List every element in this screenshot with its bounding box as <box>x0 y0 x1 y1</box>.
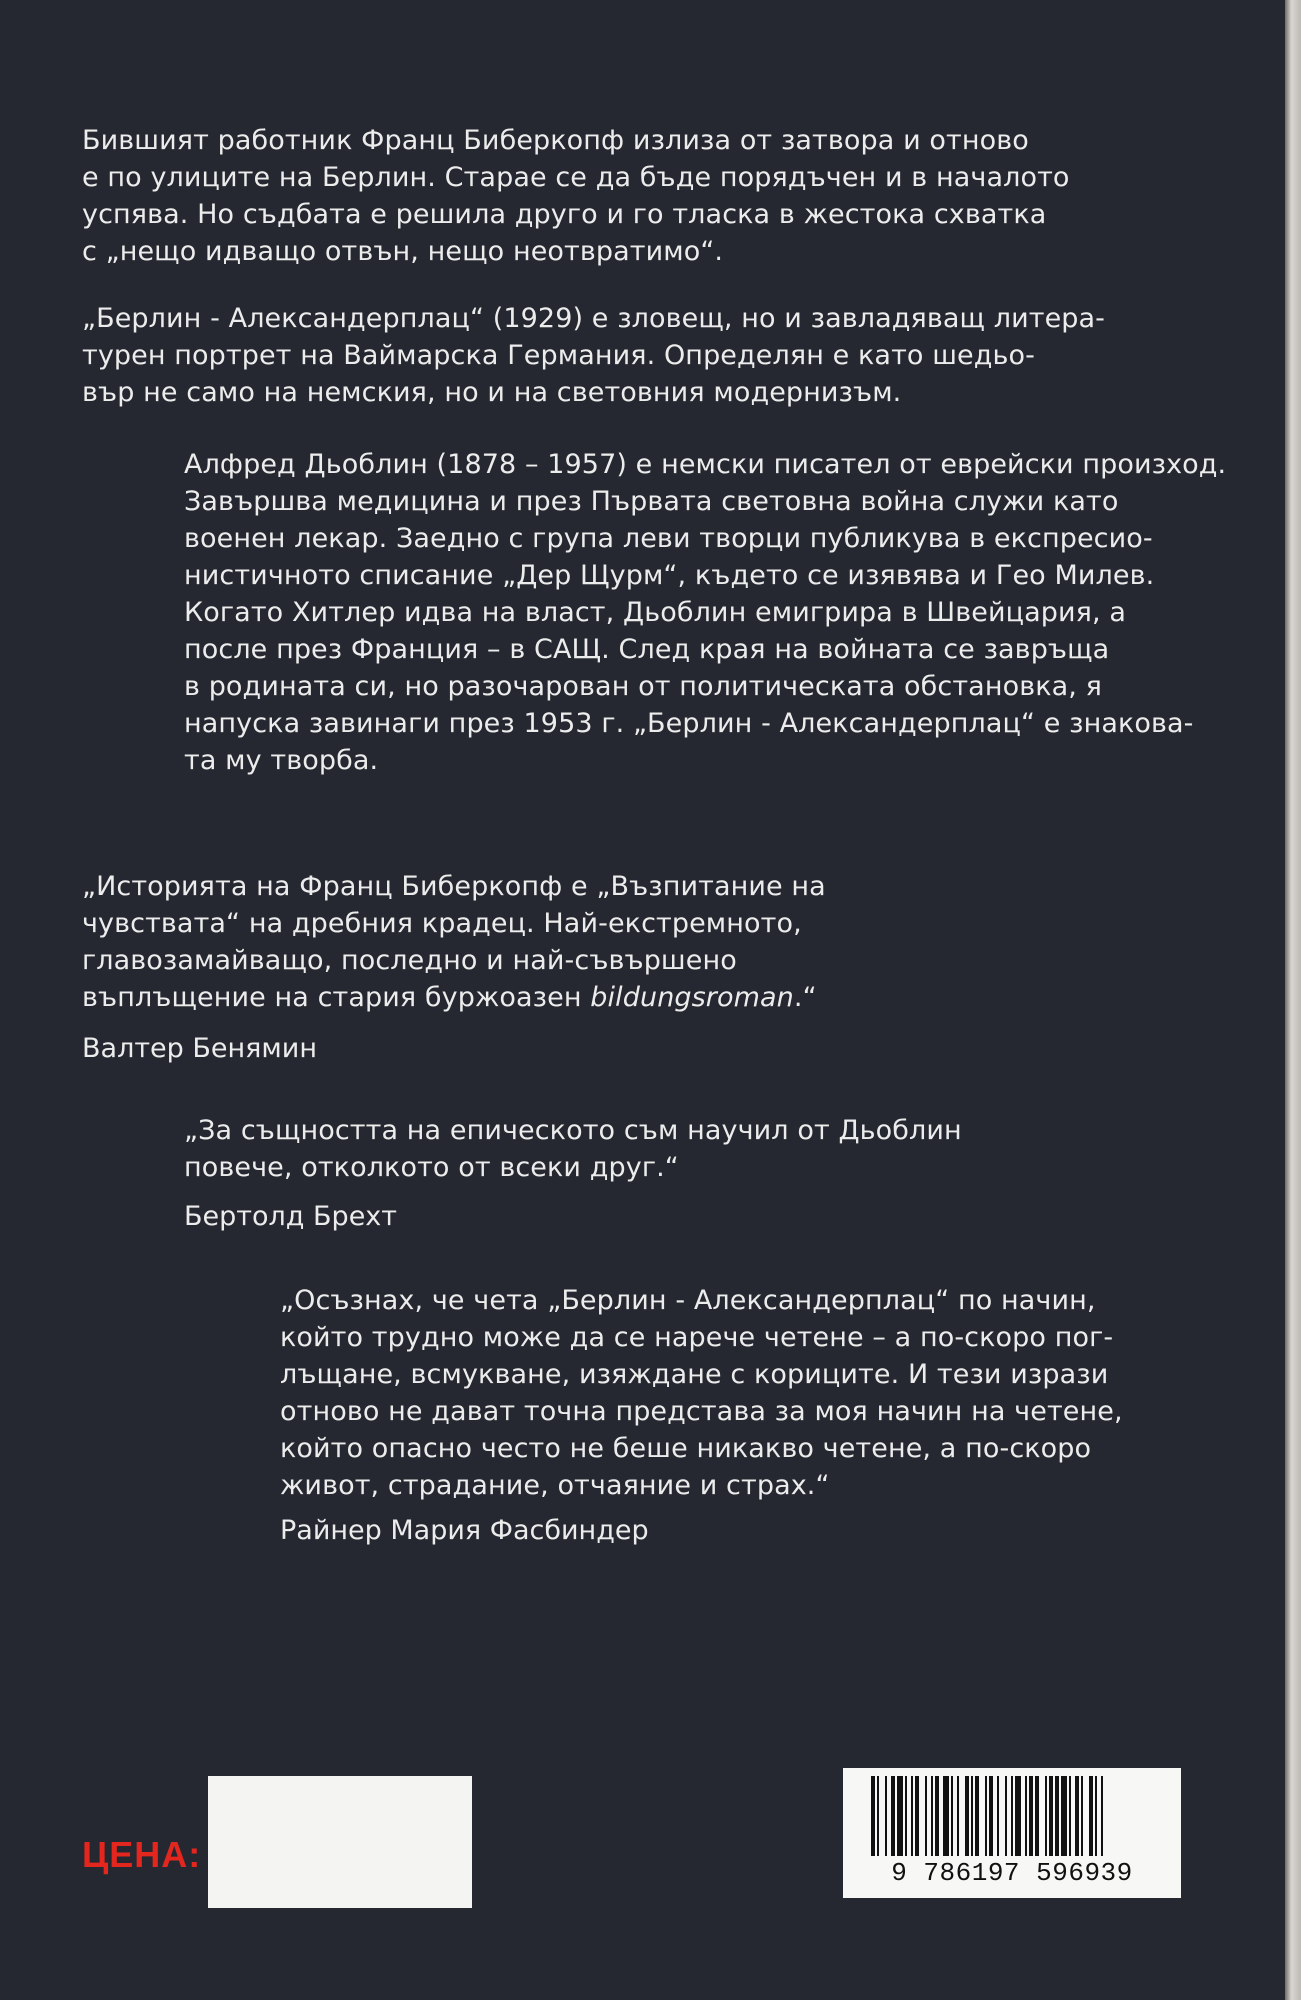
blurb-paragraph-2 <box>82 300 1105 411</box>
text-line: който опасно често не беше никакво четене, а по-скоро <box>280 1433 1092 1464</box>
barcode-bar <box>1005 1776 1007 1856</box>
barcode-bar <box>1011 1776 1013 1856</box>
barcode-bar <box>985 1776 987 1856</box>
barcode-bar <box>943 1776 949 1856</box>
text-line: Завършва медицина и през Първата световна война служи като <box>184 486 1119 517</box>
text-line: в родината си, но разочарован от политическата обстановка, я <box>184 671 1102 702</box>
barcode-bar <box>891 1776 895 1856</box>
quote-author-fassbinder: Райнер Мария Фасбиндер <box>280 1515 649 1546</box>
text-line: лъщане, всмукване, изяждане с кориците. И тези изрази <box>280 1359 1109 1390</box>
text-line: е по улиците на Берлин. Старае се да бъде порядъчен и в началото <box>82 162 1070 193</box>
blurb-paragraph-1 <box>82 122 1070 270</box>
isbn-digits: 9 786197 596939 <box>891 1858 1133 1888</box>
text-line: живот, страдание, отчаяние и страх.“ <box>280 1470 830 1501</box>
text-line: главозамайващо, последно и най-съвършено <box>82 945 737 976</box>
barcode-bar <box>877 1776 879 1856</box>
isbn-barcode <box>843 1768 1181 1898</box>
barcode-bar <box>1069 1776 1071 1856</box>
barcode-bar <box>1101 1776 1103 1856</box>
barcode-bar <box>1075 1776 1079 1856</box>
text-line: отново не дават точна представа за моя начин на четене, <box>280 1396 1123 1427</box>
text-line: „Историята на Франц Биберкопф е „Възпитание на <box>82 871 826 902</box>
text-line: после през Франция – в САЩ. След края на войната се завръща <box>184 634 1110 665</box>
barcode-bar <box>871 1776 875 1856</box>
text-line: „За същността на епическото съм научил от Дьоблин <box>184 1115 962 1146</box>
text-line: нистичното списание „Дер Щурм“, където се изявява и Гео Милев. <box>184 560 1155 591</box>
barcode-bar <box>1061 1776 1067 1856</box>
text-line: „Берлин - Александерплац“ (1929) е зловещ, но и завладяващ литера- <box>82 303 1106 334</box>
barcode-bar <box>1095 1776 1097 1856</box>
barcode-bar <box>1049 1776 1053 1856</box>
barcode-bar <box>905 1776 907 1856</box>
text-line: Бившият работник Франц Биберкопф излиза от затвора и отново <box>82 125 1029 156</box>
barcode-bar <box>931 1776 933 1856</box>
price-sticker <box>208 1776 472 1908</box>
barcode-bar <box>911 1776 913 1856</box>
text-line: военен лекар. Заедно с група леви творци публикува в експресио- <box>184 523 1153 554</box>
barcode-bar <box>1081 1776 1083 1856</box>
text-line: повече, отколкото от всеки друг.“ <box>184 1152 679 1183</box>
text-line: който трудно може да се нарече четене – а по-скоро пог- <box>280 1322 1114 1353</box>
quote-brecht <box>184 1112 962 1186</box>
quote-author-benjamin: Валтер Бенямин <box>82 1033 317 1064</box>
author-bio <box>184 446 1226 779</box>
barcode-bar <box>1025 1776 1027 1856</box>
barcode-bar <box>1035 1776 1039 1856</box>
barcode-bar <box>951 1776 953 1856</box>
barcode-bar <box>1045 1776 1047 1856</box>
price-label: ЦЕНА: <box>82 1834 202 1875</box>
barcode-bar <box>925 1776 927 1856</box>
text-line: турен портрет на Ваймарска Германия. Определян е като шедьо- <box>82 340 1035 371</box>
barcode-bar <box>897 1776 903 1856</box>
barcode-bar <box>915 1776 919 1856</box>
text-line: напуска завинаги през 1953 г. „Берлин - Александерплац“ е знакова- <box>184 708 1194 739</box>
barcode-bar <box>1015 1776 1021 1856</box>
text-line <box>82 979 826 1016</box>
quote-fassbinder <box>280 1282 1123 1504</box>
barcode-bar <box>1055 1776 1059 1856</box>
text-line: Когато Хитлер идва на власт, Дьоблин емигрира в Швейцария, а <box>184 597 1126 628</box>
text-line: чувствата“ на дребния крадец. Най-екстремното, <box>82 908 802 939</box>
barcode-bar <box>1089 1776 1093 1856</box>
barcode-bar <box>1029 1776 1033 1856</box>
text-fragment: въплъщение на стария буржоазен <box>82 982 591 1013</box>
text-line: та му творба. <box>184 745 379 776</box>
text-line: успява. Но съдбата е решила друго и го тласка в жестока схватка <box>82 199 1047 230</box>
barcode-bar <box>997 1776 999 1856</box>
barcode-bar <box>957 1776 959 1856</box>
barcode-bar <box>975 1776 979 1856</box>
text-fragment: .“ <box>793 982 817 1013</box>
barcode-bar <box>885 1776 887 1856</box>
quote-benjamin <box>82 868 826 1016</box>
barcode-bar <box>971 1776 973 1856</box>
text-line: „Осъзнах, че чета „Берлин - Александерплац“ по начин, <box>280 1285 1096 1316</box>
quote-author-brecht: Бертолд Брехт <box>184 1201 398 1232</box>
barcode-bar <box>965 1776 969 1856</box>
text-line: с „нещо идващо отвън, нещо неотвратимо“. <box>82 236 724 267</box>
barcode-bar <box>935 1776 939 1856</box>
italic-term: bildungsroman <box>590 982 794 1013</box>
barcode-bar <box>989 1776 993 1856</box>
page-edge <box>1285 0 1301 2000</box>
text-line: вър не само на немския, но и на световния модернизъм. <box>82 377 902 408</box>
text-line: Алфред Дьоблин (1878 – 1957) е немски писател от еврейски произход. <box>184 449 1227 480</box>
barcode-bars <box>871 1776 1153 1856</box>
